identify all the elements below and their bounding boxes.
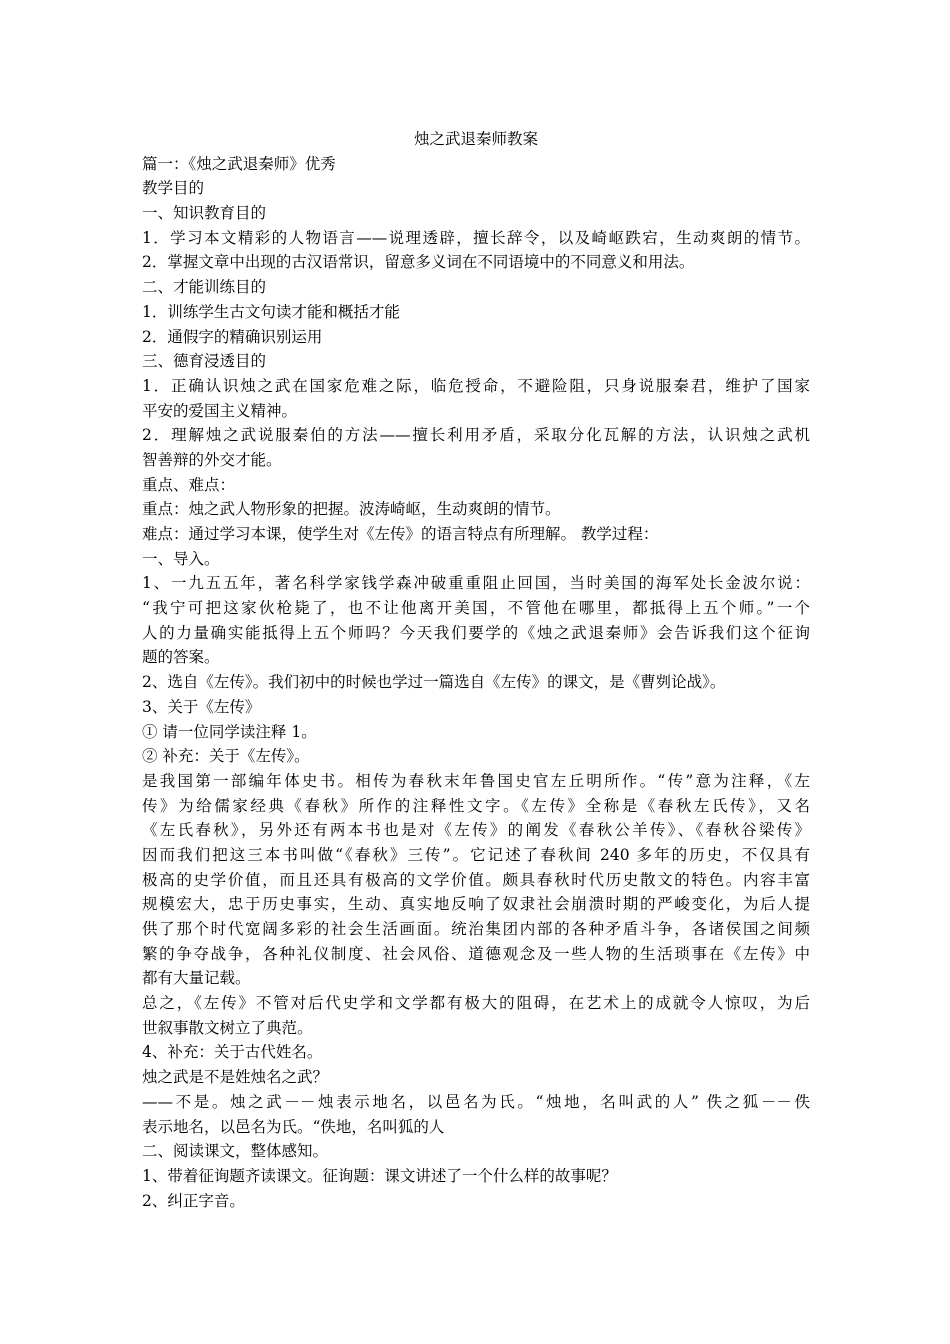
text-line: 3、关于《左传》 <box>142 697 261 716</box>
text-line: 繁的争夺战争，各种礼仪制度、社会风俗、道德观念及一些人物的生活琐事在《左传》中 <box>142 944 810 963</box>
text-line: 篇一：《烛之武退秦师》优秀 <box>142 154 336 173</box>
text-line: 2、纠正字音。 <box>142 1191 245 1210</box>
text-line: 三、德育浸透目的 <box>142 352 267 371</box>
text-line: 烛之武是不是姓烛名之武？ <box>142 1068 329 1087</box>
text-line: 2、选自《左传》。我们初中的时候也学过一篇选自《左传》的课文，是《曹刿论战》。 <box>142 673 726 692</box>
text-line: 1．正确认识烛之武在国家危难之际，临危授命，不避险阻，只身说服秦君，维护了国家 <box>142 376 810 395</box>
text-line: 题的答案。 <box>142 648 220 667</box>
text-line: 传》为给儒家经典《春秋》所作的注释性文字。《左传》全称是《春秋左氏传》，又名 <box>142 796 810 815</box>
text-line: 都有大量记载。 <box>142 969 251 988</box>
text-line: 4、补充：关于古代姓名。 <box>142 1043 323 1062</box>
text-line: 2．掌握文章中出现的古汉语常识，留意多义词在不同语境中的不同意义和用法。 <box>142 253 695 272</box>
text-line: 1．学习本文精彩的人物语言——说理透辟，擅长辞令，以及崎岖跌宕，生动爽朗的情节。 <box>142 228 810 247</box>
text-line: 世叙事散文树立了典范。 <box>142 1018 313 1037</box>
document-body <box>142 152 810 1214</box>
text-line: 《左氏春秋》，另外还有两本书也是对《左传》的阐发《春秋公羊传》、《春秋谷梁传》 <box>142 821 810 840</box>
text-line: 总之，《左传》不管对后代史学和文学都有极大的阻碍，在艺术上的成就令人惊叹，为后 <box>142 994 810 1013</box>
text-line: 平安的爱国主义精神。 <box>142 401 298 420</box>
text-line: 重点：烛之武人物形象的把握。波涛崎岖，生动爽朗的情节。 <box>142 500 561 519</box>
text-line: 一、知识教育目的 <box>142 204 267 223</box>
text-line: 一、导入。 <box>142 549 220 568</box>
text-line: 1、带着征询题齐读课文。征询题：课文讲述了一个什么样的故事呢？ <box>142 1166 617 1185</box>
text-line: 二、阅读课文，整体感知。 <box>142 1142 329 1161</box>
text-line: 规模宏大，忠于历史事实，生动、真实地反响了奴隶社会崩溃时期的严峻变化，为后人提 <box>142 895 810 914</box>
text-line: 因而我们把这三本书叫做“《春秋》三传”。它记述了春秋间 240 多年的历史，不仅具有 <box>142 845 810 864</box>
text-line: 难点：通过学习本课，使学生对《左传》的语言特点有所理解。 教学过程： <box>142 525 659 543</box>
text-line: 重点、难点： <box>142 475 236 494</box>
text-line: 人的力量确实能抵得上五个师吗？今天我们要学的《烛之武退秦师》会告诉我们这个征询 <box>142 623 810 642</box>
text-line: 教学目的 <box>142 179 205 198</box>
text-line: “我宁可把这家伙枪毙了，也不让他离开美国，不管他在哪里，都抵得上五个师。”一个 <box>142 599 810 618</box>
text-line: 1、一九五五年，著名科学家钱学森冲破重重阻止回国，当时美国的海军处长金波尔说： <box>142 574 810 593</box>
text-line: 2．通假字的精确识别运用 <box>142 327 323 346</box>
document-page <box>142 127 810 1213</box>
document-title: 烛之武退秦师教案 <box>413 130 538 148</box>
text-line: 二、才能训练目的 <box>142 278 267 297</box>
text-line: 表示地名，以邑名为氏。“佚地，名叫狐的人 <box>142 1117 445 1136</box>
text-line: 1．训练学生古文句读才能和概括才能 <box>142 302 400 321</box>
text-line: 供了那个时代宽阔多彩的社会生活画面。统治集团内部的各种矛盾斗争，各诸侯国之间频 <box>142 920 810 938</box>
text-line: ——不是。烛之武－－烛表示地名，以邑名为氏。“烛地，名叫武的人” 佚之狐－－佚 <box>142 1092 810 1111</box>
text-line: 是我国第一部编年体史书。相传为春秋末年鲁国史官左丘明所作。“传”意为注释，《左 <box>142 771 810 790</box>
text-line: 极高的史学价值，而且还具有极高的文学价值。颇具春秋时代历史散文的特色。内容丰富 <box>142 870 810 889</box>
text-line: ② 补充：关于《左传》。 <box>142 747 310 766</box>
text-line: 智善辩的外交才能。 <box>142 450 282 469</box>
text-line: 2．理解烛之武说服秦伯的方法——擅长利用矛盾，采取分化瓦解的方法，认识烛之武机 <box>142 426 810 445</box>
text-line: ① 请一位同学读注释 1。 <box>142 722 317 741</box>
